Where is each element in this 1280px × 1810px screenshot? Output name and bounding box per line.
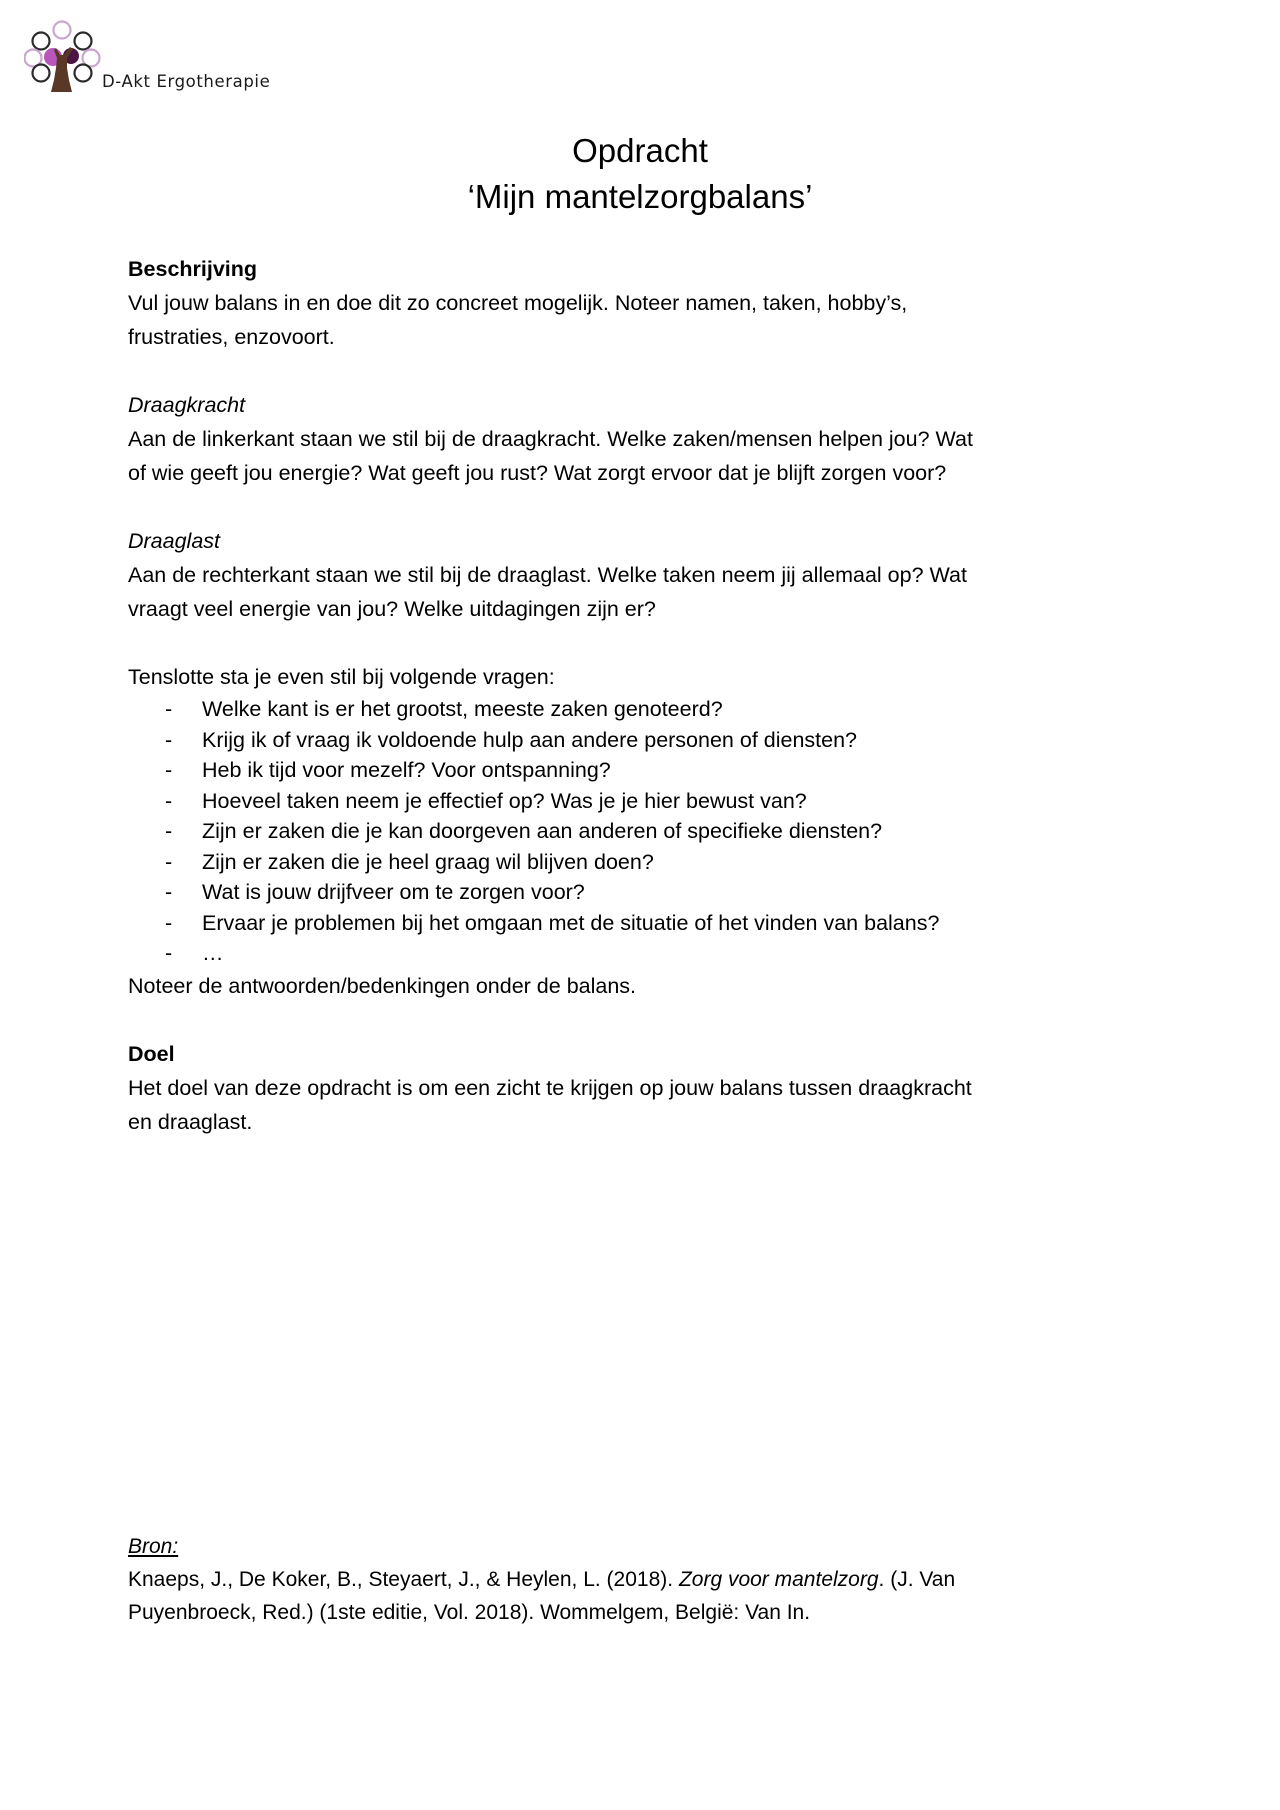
bullet-marker: - [165, 788, 173, 813]
spacer [128, 490, 990, 524]
bullet-marker: - [165, 819, 173, 843]
source-block [128, 1530, 1008, 1629]
list-item [128, 725, 990, 756]
list-item-label: … [202, 941, 224, 965]
heading-draagkracht: Draagkracht [128, 393, 246, 417]
list-item [128, 877, 990, 908]
bullet-marker: - [165, 727, 173, 752]
tree-with-circles-logo-icon [24, 8, 102, 100]
document-body [128, 252, 990, 1139]
list-item [128, 694, 990, 725]
list-item [128, 938, 990, 969]
source-label: Bron: [128, 1535, 179, 1558]
source-authors-year: Knaeps, J., De Koker, B., Steyaert, J., & Heylen, L. (2018). [128, 1568, 679, 1591]
spacer [128, 626, 990, 660]
logo-block [24, 8, 354, 108]
source-rest: . (J. Van Puyenbroeck, Red.) (1ste editie, Vol. 2018). Wommelgem, België: Van In. [128, 1568, 956, 1624]
page-title [0, 128, 1280, 220]
title-line-1: Opdracht [572, 132, 708, 169]
heading-draaglast: Draaglast [128, 529, 221, 553]
list-item-label: Heb ik tijd voor mezelf? Voor ontspanning? [202, 758, 611, 782]
spacer [128, 1003, 990, 1037]
heading-doel: Doel [128, 1041, 175, 1066]
list-item [128, 755, 990, 786]
list-item-label: Ervaar je problemen bij het omgaan met de situatie of het vinden van balans? [202, 910, 940, 935]
spacer [128, 354, 990, 388]
questions-closing: Noteer de antwoorden/bedenkingen onder de balans. [128, 973, 637, 998]
list-item-label: Zijn er zaken die je heel graag wil blijven doen? [202, 849, 654, 874]
source-work-title: Zorg voor mantelzorg [678, 1568, 879, 1591]
list-item-label: Wat is jouw drijfveer om te zorgen voor? [202, 880, 585, 904]
paragraph-draagkracht: Aan de linkerkant staan we stil bij de draagkracht. Welke zaken/mensen helpen jou? Wat of wie geeft jou energie? Wat geeft jou rust? Wat zorgt ervoor dat je blijft zorgen voor? [128, 427, 973, 485]
bullet-marker: - [165, 849, 173, 874]
title-line-2: ‘Mijn mantelzorgbalans’ [467, 178, 813, 215]
list-item-label: Welke kant is er het grootst, meeste zaken genoteerd? [202, 697, 723, 721]
list-item [128, 816, 990, 847]
source-citation [128, 1563, 1008, 1629]
bullet-marker: - [165, 697, 173, 721]
paragraph-doel: Het doel van deze opdracht is om een zicht te krijgen op jouw balans tussen draagkracht en draaglast. [128, 1075, 972, 1134]
paragraph-beschrijving: Vul jouw balans in en doe dit zo concreet mogelijk. Noteer namen, taken, hobby’s, frustraties, enzovoort. [128, 291, 908, 349]
list-item [128, 786, 990, 817]
paragraph-draaglast: Aan de rechterkant staan we stil bij de draaglast. Welke taken neem jij allemaal op? Wat vraagt veel energie van jou? Welke uitdagingen zijn er? [128, 563, 967, 621]
list-item-label: Krijg ik of vraag ik voldoende hulp aan andere personen of diensten? [202, 727, 858, 752]
questions-list [128, 694, 990, 969]
questions-intro: Tenslotte sta je even stil bij volgende vragen: [128, 665, 555, 689]
bullet-marker: - [165, 910, 173, 935]
bullet-marker: - [165, 941, 173, 965]
bullet-marker: - [165, 758, 173, 782]
logo-brand-text: D-Akt Ergotherapie [102, 72, 271, 91]
heading-beschrijving: Beschrijving [128, 257, 258, 281]
list-item [128, 847, 990, 878]
list-item-label: Hoeveel taken neem je effectief op? Was je je hier bewust van? [202, 788, 807, 813]
list-item-label: Zijn er zaken die je kan doorgeven aan anderen of specifieke diensten? [202, 819, 883, 843]
list-item [128, 908, 990, 939]
bullet-marker: - [165, 880, 173, 904]
